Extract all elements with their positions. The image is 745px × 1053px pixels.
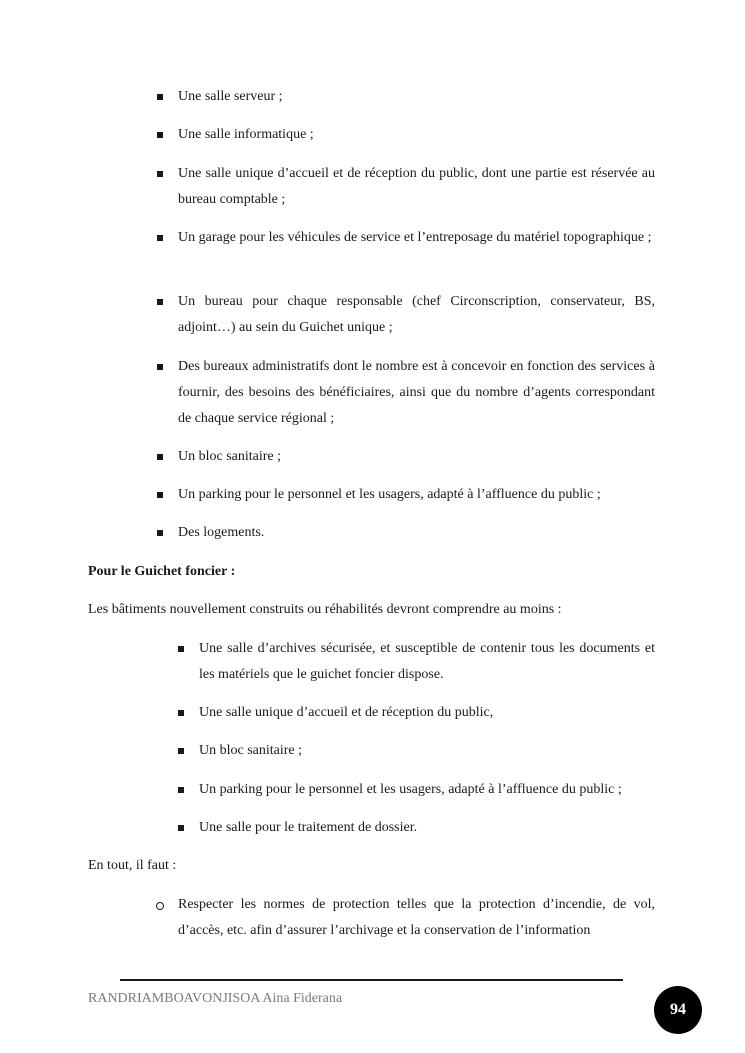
footer-rule <box>120 979 623 981</box>
list-item: Un bloc sanitaire ; <box>178 449 282 464</box>
bullet-icon <box>178 646 184 652</box>
bullet-icon <box>157 171 163 177</box>
paragraph: En tout, il faut : <box>88 858 177 873</box>
list-item: Un parking pour le personnel et les usagers, adapté à l’affluence du public ; <box>199 782 622 797</box>
bullet-icon <box>157 299 163 305</box>
list-item: Respecter les normes de protection telles que la protection d’incendie, de vol, d’accès, etc. afin d’assurer l’archivage et la conservation de l’information <box>178 897 655 938</box>
page-number-badge: 94 <box>654 986 702 1034</box>
footer-author: RANDRIAMBOAVONJISOA Aina Fiderana <box>88 991 343 1006</box>
bullet-icon <box>157 94 163 100</box>
list-item: Une salle pour le traitement de dossier. <box>199 820 418 835</box>
list-item: Un bloc sanitaire ; <box>199 743 303 758</box>
list-item: Des bureaux administratifs dont le nombre est à concevoir en fonction des services à fournir, des besoins des bénéficiaires, ainsi que du nombre d’agents correspondant de chaque service régional ; <box>178 359 655 426</box>
bullet-icon <box>178 787 184 793</box>
list-item: Une salle unique d’accueil et de réception du public, <box>199 705 494 720</box>
section-heading: Pour le Guichet foncier : <box>88 564 236 579</box>
bullet-icon <box>157 530 163 536</box>
bullet-icon <box>178 825 184 831</box>
list-item: Des logements. <box>178 525 265 540</box>
bullet-icon <box>157 132 163 138</box>
list-item: Une salle serveur ; <box>178 89 283 104</box>
list-item: Une salle d’archives sécurisée, et susceptible de contenir tous les documents et les matériels que le guichet foncier dispose. <box>199 641 655 682</box>
list-item: Un bureau pour chaque responsable (chef Circonscription, conservateur, BS, adjoint…) au sein du Guichet unique ; <box>178 294 655 335</box>
bullet-icon <box>178 710 184 716</box>
paragraph: Les bâtiments nouvellement construits ou réhabilités devront comprendre au moins : <box>88 602 562 617</box>
bullet-icon <box>157 492 163 498</box>
bullet-icon <box>157 364 163 370</box>
list-item: Une salle unique d’accueil et de réception du public, dont une partie est réservée au bureau comptable ; <box>178 166 655 207</box>
list-item: Une salle informatique ; <box>178 127 314 142</box>
list-item: Un parking pour le personnel et les usagers, adapté à l’affluence du public ; <box>178 487 601 502</box>
list-item: Un garage pour les véhicules de service et l’entreposage du matériel topographique ; <box>178 230 652 245</box>
circle-bullet-icon <box>156 902 164 910</box>
bullet-icon <box>157 235 163 241</box>
bullet-icon <box>157 454 163 460</box>
bullet-icon <box>178 748 184 754</box>
